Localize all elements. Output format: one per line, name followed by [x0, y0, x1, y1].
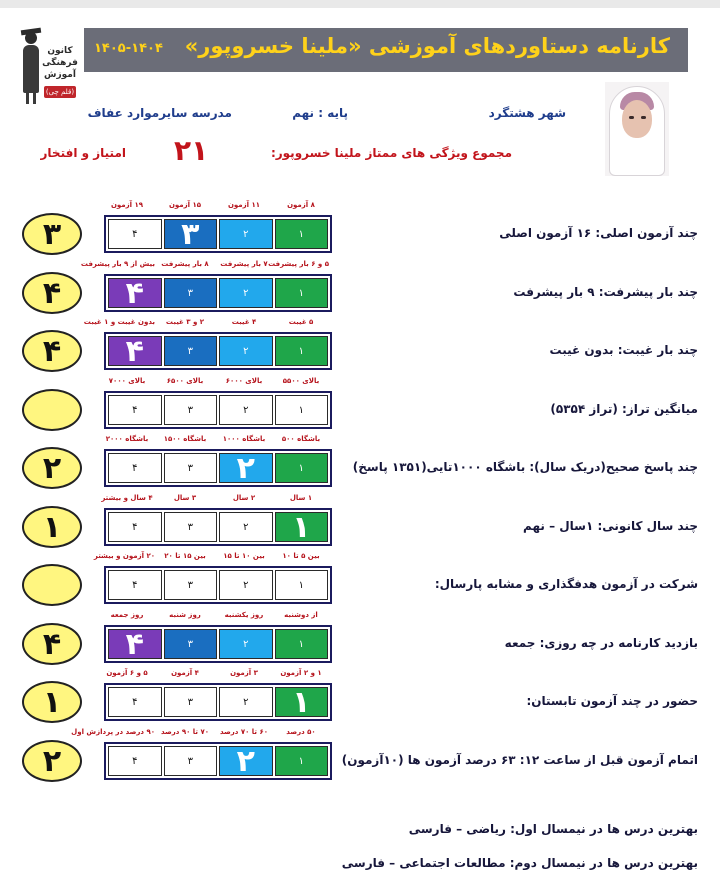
level-cell: ۴ — [108, 687, 162, 717]
level-cell: ۲ — [219, 219, 273, 249]
top-strip — [0, 0, 720, 8]
column-label: ۱۱ آزمون — [227, 201, 261, 209]
best-subjects-second-half: بهترین درس ها در نیمسال دوم: مطالعات اجتماعی – فارسی — [341, 856, 698, 870]
level-cell: ۱ — [275, 219, 329, 249]
column-label: ۱۵ آزمون — [168, 201, 202, 209]
column-label: روز یکشنبه — [224, 611, 264, 619]
level-boxes — [104, 274, 332, 312]
level-cell: ۳ — [164, 746, 218, 776]
row-score-circle: ۱ — [22, 506, 82, 548]
column-label: باشگاه ۱۰۰۰ — [222, 435, 266, 443]
level-cell: ۲ — [219, 570, 273, 600]
column-label: ۸ آزمون — [287, 201, 315, 209]
level-cell: ۴ — [108, 746, 162, 776]
row-question: چند بار پیشرفت: ۹ بار پیشرفت — [513, 285, 698, 299]
row-question: چند پاسخ صحیح(دریک سال): باشگاه ۱۰۰۰تایی(۱۳۵۱ پاسخ) — [352, 460, 698, 474]
level-cell: ۳ — [164, 453, 218, 483]
level-cell: ۴ — [108, 453, 162, 483]
column-label: ۵ غیبت — [288, 318, 314, 326]
graduate-figure-icon — [20, 32, 40, 102]
level-boxes — [104, 625, 332, 663]
level-boxes — [104, 391, 332, 429]
level-cell: ۱ — [275, 687, 329, 717]
level-cell: ۲ — [219, 453, 273, 483]
column-label: ۳ سال — [173, 494, 197, 502]
column-label: ۲ و ۳ غیبت — [165, 318, 205, 326]
column-label: ۵۰ درصد — [286, 728, 316, 736]
column-label: از دوشنبه — [284, 611, 318, 619]
column-label: ۹۰ درصد در پردازش اول — [71, 728, 155, 736]
score-value: ۲۱ — [174, 134, 209, 167]
column-label: ۵ و ۶ آزمون — [106, 669, 148, 677]
kanoon-logo — [20, 28, 78, 104]
row-question: حضور در چند آزمون تابستان: — [526, 694, 698, 708]
column-label: بالای ۶۵۰۰ — [166, 377, 204, 385]
logo-line-1: کانون — [47, 46, 73, 56]
column-label: بین ۵ تا ۱۰ — [282, 552, 320, 560]
features-heading: مجموع ویژگی های ممتاز ملینا خسروپور: — [270, 146, 512, 160]
level-cell: ۱ — [275, 629, 329, 659]
column-label: ۶۰ تا ۷۰ درصد — [219, 728, 269, 736]
level-cell: ۳ — [164, 687, 218, 717]
student-school: مدرسه سایرموارد عفاف — [87, 106, 232, 120]
student-city: شهر هشتگرد — [488, 106, 566, 120]
row-score-circle — [22, 564, 82, 606]
level-cell: ۴ — [108, 278, 162, 308]
level-boxes — [104, 566, 332, 604]
column-label: بین ۱۵ تا ۲۰ — [164, 552, 206, 560]
column-label: ۷۰ تا ۹۰ درصد — [160, 728, 210, 736]
logo-line-3: آموزش — [44, 70, 76, 80]
level-cell: ۲ — [219, 746, 273, 776]
row-score-circle: ۴ — [22, 272, 82, 314]
row-score-circle: ۲ — [22, 447, 82, 489]
column-label: باشگاه ۵۰۰ — [281, 435, 321, 443]
row-score-circle: ۲ — [22, 740, 82, 782]
column-label: ۱ سال — [289, 494, 313, 502]
level-cell: ۲ — [219, 512, 273, 542]
row-question: شرکت در آزمون هدفگذاری و مشابه پارسال: — [434, 577, 698, 591]
score-label: امتیاز و افتخار — [40, 146, 126, 160]
student-grade: پایه : نهم — [292, 106, 348, 120]
column-label: بالای ۷۰۰۰ — [108, 377, 146, 385]
student-photo — [605, 82, 669, 176]
column-label: ۵ و ۶ بار پیشرفت — [268, 260, 329, 268]
row-score-circle: ۳ — [22, 213, 82, 255]
level-cell: ۱ — [275, 746, 329, 776]
row-score-circle: ۴ — [22, 330, 82, 372]
level-cell: ۱ — [275, 336, 329, 366]
column-label: روز شنبه — [169, 611, 201, 619]
level-cell: ۴ — [108, 336, 162, 366]
level-cell: ۲ — [219, 336, 273, 366]
level-cell: ۲ — [219, 687, 273, 717]
level-cell: ۴ — [108, 219, 162, 249]
row-question: بازدید کارنامه در چه روزی: جمعه — [504, 636, 698, 650]
column-label: بیش از ۹ بار پیشرفت — [80, 260, 155, 268]
row-question: چند سال کانونی: ۱سال – نهم — [523, 519, 698, 533]
row-question: چند بار غیبت: بدون غیبت — [549, 343, 698, 357]
level-cell: ۳ — [164, 219, 218, 249]
row-question: اتمام آزمون قبل از ساعت ۱۲: ۶۳ درصد آزمون ها (۱۰آزمون) — [341, 753, 698, 767]
row-score-circle — [22, 389, 82, 431]
logo-line-2: فرهنگی — [42, 58, 78, 68]
level-cell: ۳ — [164, 395, 218, 425]
level-boxes — [104, 508, 332, 546]
level-cell: ۲ — [219, 278, 273, 308]
column-label: ۱۹ آزمون — [110, 201, 144, 209]
page-title: کارنامه دستاوردهای آموزشی «ملینا خسروپور» — [184, 34, 670, 58]
level-boxes — [104, 449, 332, 487]
level-cell: ۲ — [219, 629, 273, 659]
column-label: ۳ آزمون — [230, 669, 258, 677]
level-cell: ۴ — [108, 629, 162, 659]
level-boxes — [104, 215, 332, 253]
column-label: ۴ آزمون — [171, 669, 199, 677]
column-label: ۷ بار پیشرفت — [220, 260, 268, 268]
column-label: بالای ۵۵۰۰ — [282, 377, 320, 385]
level-cell: ۱ — [275, 395, 329, 425]
level-cell: ۳ — [164, 512, 218, 542]
level-cell: ۳ — [164, 629, 218, 659]
column-label: ۸ بار پیشرفت — [161, 260, 209, 268]
column-label: بدون غیبت و ۱ غیبت — [83, 318, 155, 326]
row-question: چند آزمون اصلی: ۱۶ آزمون اصلی — [499, 226, 698, 240]
best-subjects-first-half: بهترین درس ها در نیمسال اول: ریاضی – فارسی — [408, 822, 698, 836]
row-score-circle: ۴ — [22, 623, 82, 665]
column-label: بالای ۶۰۰۰ — [225, 377, 263, 385]
level-cell: ۱ — [275, 278, 329, 308]
column-label: باشگاه ۲۰۰۰ — [105, 435, 149, 443]
level-cell: ۱ — [275, 512, 329, 542]
level-boxes — [104, 683, 332, 721]
title-bar — [84, 28, 688, 72]
level-boxes — [104, 332, 332, 370]
row-score-circle: ۱ — [22, 681, 82, 723]
level-cell: ۳ — [164, 336, 218, 366]
level-cell: ۱ — [275, 570, 329, 600]
level-cell: ۱ — [275, 453, 329, 483]
logo-line-4: (قلم چی) — [45, 88, 75, 96]
level-cell: ۲ — [219, 395, 273, 425]
column-label: ۲ سال — [232, 494, 256, 502]
row-question: میانگین تراز: (تراز ۵۳۵۴) — [550, 402, 698, 416]
level-cell: ۴ — [108, 570, 162, 600]
column-label: ۱ و ۲ آزمون — [280, 669, 322, 677]
column-label: روز جمعه — [110, 611, 144, 619]
column-label: بین ۱۰ تا ۱۵ — [223, 552, 265, 560]
column-label: باشگاه ۱۵۰۰ — [163, 435, 207, 443]
academic-year: ۱۴۰۵-۱۴۰۴ — [94, 41, 163, 56]
level-cell: ۴ — [108, 512, 162, 542]
column-label: ۴ سال و بیشتر — [101, 494, 153, 502]
column-label: ۲۰ آزمون و بیشتر — [93, 552, 155, 560]
level-cell: ۳ — [164, 570, 218, 600]
level-cell: ۴ — [108, 395, 162, 425]
level-cell: ۳ — [164, 278, 218, 308]
level-boxes — [104, 742, 332, 780]
column-label: ۴ غیبت — [231, 318, 257, 326]
